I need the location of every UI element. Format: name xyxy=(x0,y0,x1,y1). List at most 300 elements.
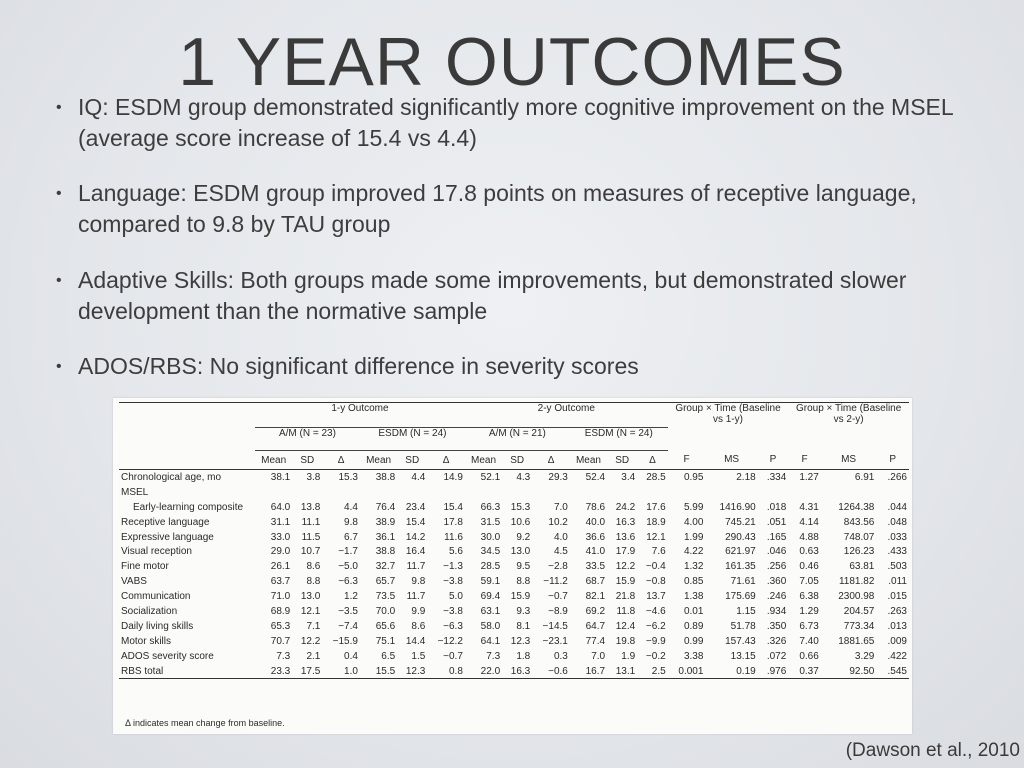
table-cell: 0.4 xyxy=(344,650,358,662)
table-cell: 13.0 xyxy=(300,591,321,603)
table-cell: .934 xyxy=(766,605,787,617)
table-cell: 70.7 xyxy=(270,635,291,647)
table-cell: 52.4 xyxy=(585,471,606,483)
table-cell: .976 xyxy=(758,664,789,679)
table-cell: −23.1 xyxy=(542,635,568,647)
subgroup-header-esdm-2y: ESDM (N = 24) xyxy=(570,428,668,451)
table-cell: 2.18 xyxy=(736,471,756,483)
table-cell: 4.0 xyxy=(553,531,568,543)
column-header: F xyxy=(668,451,706,470)
table-cell: 14.2 xyxy=(405,531,426,543)
table-cell: 15.3 xyxy=(510,501,531,513)
table-cell: −4.6 xyxy=(645,605,666,617)
table-cell: 15.9 xyxy=(510,591,531,603)
table-cell: 15.5 xyxy=(360,664,397,679)
table-cell: 17.5 xyxy=(292,664,322,679)
table-row xyxy=(119,619,909,634)
table-cell: 18.9 xyxy=(646,516,666,528)
row-label: Expressive language xyxy=(121,531,214,543)
table-cell: 65.7 xyxy=(375,576,396,588)
table-cell: 75.1 xyxy=(375,635,396,647)
table-cell xyxy=(705,485,757,500)
table-cell: 2.1 xyxy=(306,650,321,662)
table-cell: .545 xyxy=(876,664,909,679)
table-row xyxy=(119,664,909,679)
table-cell: 28.5 xyxy=(480,561,501,573)
row-label: Socialization xyxy=(121,605,178,617)
table-cell xyxy=(607,485,637,500)
table-cell: 7.05 xyxy=(799,576,819,588)
table-cell: 157.43 xyxy=(725,635,756,647)
table-cell: −2.8 xyxy=(548,561,568,573)
table-cell: 33.5 xyxy=(585,561,606,573)
table-row xyxy=(119,604,909,619)
table-cell: 3.4 xyxy=(621,471,636,483)
table-cell: 21.8 xyxy=(615,591,636,603)
table-cell: 6.91 xyxy=(854,471,875,483)
table-cell: 773.34 xyxy=(843,620,875,632)
table-cell: −3.8 xyxy=(443,576,463,588)
group-header-gxt-1y: Group × Time (Baseline vs 1-y) xyxy=(668,403,789,451)
table-cell: 745.21 xyxy=(725,516,756,528)
table-cell: 1.29 xyxy=(799,605,819,617)
table-row xyxy=(119,649,909,664)
table-cell: 13.1 xyxy=(607,664,637,679)
bullet-adaptive-skills: • Adaptive Skills: Both groups made some improvements, but demonstrated slower development than the normative sample xyxy=(56,265,1006,327)
subgroup-header-am-2y: A/M (N = 21) xyxy=(465,428,570,451)
table-cell: .503 xyxy=(887,561,907,573)
table-cell: −12.2 xyxy=(437,635,463,647)
table-cell: 9.8 xyxy=(344,516,358,528)
subgroup-header-esdm-1y: ESDM (N = 24) xyxy=(360,428,465,451)
table-cell: 0.46 xyxy=(799,561,819,573)
table-cell: −6.2 xyxy=(645,620,666,632)
table-cell: 65.3 xyxy=(270,620,291,632)
table-cell: .266 xyxy=(887,471,907,483)
table-cell: 8.6 xyxy=(306,561,321,573)
table-cell: 38.9 xyxy=(375,516,396,528)
table-cell: 1.15 xyxy=(736,605,756,617)
row-label: ADOS severity score xyxy=(121,650,214,662)
table-cell: 4.88 xyxy=(799,531,819,543)
table-cell: 64.1 xyxy=(480,635,501,647)
column-header: Δ xyxy=(637,451,667,470)
table-cell: −0.2 xyxy=(645,650,666,662)
table-cell: 5.99 xyxy=(683,501,704,513)
column-header: F xyxy=(788,451,821,470)
table-cell: 63.1 xyxy=(480,605,501,617)
table-cell: 11.7 xyxy=(406,561,426,573)
table-cell: 17.6 xyxy=(646,501,666,513)
table-cell: 65.6 xyxy=(375,620,396,632)
table-cell: 69.2 xyxy=(585,605,606,617)
table-cell: −3.5 xyxy=(338,605,358,617)
table-cell: 52.1 xyxy=(480,471,501,483)
table-cell: −8.9 xyxy=(548,605,568,617)
table-cell: 1.32 xyxy=(683,561,704,573)
table-cell: 4.4 xyxy=(411,471,426,483)
column-header: Δ xyxy=(427,451,465,470)
column-header-label xyxy=(119,451,255,470)
table-cell xyxy=(465,485,502,500)
table-cell: 8.6 xyxy=(411,620,426,632)
table-cell: 0.85 xyxy=(683,576,704,588)
table-cell xyxy=(876,485,909,500)
table-cell: −0.7 xyxy=(548,591,568,603)
table-cell: −0.8 xyxy=(645,576,666,588)
table-cell: 32.7 xyxy=(375,561,396,573)
table-cell: 1.0 xyxy=(322,664,360,679)
table-row xyxy=(119,589,909,604)
table-cell: 13.0 xyxy=(510,546,531,558)
group-header-2y: 2-y Outcome xyxy=(465,403,668,428)
table-cell xyxy=(788,485,821,500)
column-header: MS xyxy=(705,451,757,470)
table-cell: 1881.65 xyxy=(838,635,875,647)
table-cell: 0.99 xyxy=(683,635,704,647)
table-cell: 1.2 xyxy=(344,591,358,603)
table-cell: 78.6 xyxy=(585,501,606,513)
table-cell: 12.2 xyxy=(300,635,321,647)
table-cell: 11.7 xyxy=(406,591,426,603)
bullet-ados-rbs: • ADOS/RBS: No significant difference in severity scores xyxy=(56,351,639,382)
table-cell: 64.0 xyxy=(270,501,291,513)
table-row xyxy=(119,634,909,649)
table-footnote: Δ indicates mean change from baseline. xyxy=(125,718,285,728)
table-cell: 7.0 xyxy=(553,501,568,513)
table-cell: 9.8 xyxy=(411,576,426,588)
table-cell: 8.8 xyxy=(306,576,321,588)
column-header: MS xyxy=(821,451,877,470)
table-cell: 9.5 xyxy=(516,561,531,573)
table-cell xyxy=(668,485,706,500)
table-cell: 290.43 xyxy=(725,531,756,543)
table-cell: 0.95 xyxy=(683,471,704,483)
table-cell: 33.0 xyxy=(270,531,291,543)
table-row xyxy=(119,485,909,500)
table-row xyxy=(119,500,909,515)
table-cell: 4.4 xyxy=(344,501,358,513)
table-cell: .013 xyxy=(887,620,907,632)
table-body xyxy=(119,470,909,679)
table-cell: 14.9 xyxy=(443,471,463,483)
table-cell: 16.3 xyxy=(615,516,636,528)
table-cell: −1.7 xyxy=(338,546,358,558)
table-cell: 9.2 xyxy=(516,531,531,543)
table-cell: 12.3 xyxy=(510,635,531,647)
table-cell: .263 xyxy=(887,605,907,617)
table-cell: 63.81 xyxy=(849,561,875,573)
table-cell: 11.5 xyxy=(301,531,321,543)
table-cell: 77.4 xyxy=(585,635,606,647)
table-row xyxy=(119,559,909,574)
table-cell xyxy=(821,485,877,500)
table-cell: .360 xyxy=(766,576,787,588)
table-cell: 13.15 xyxy=(730,650,756,662)
table-cell: −6.3 xyxy=(443,620,463,632)
table-cell xyxy=(397,485,427,500)
table-cell: 126.23 xyxy=(843,546,875,558)
table-cell: 13.6 xyxy=(615,531,636,543)
table-cell: −0.4 xyxy=(645,561,666,573)
table-cell: 59.1 xyxy=(480,576,501,588)
table-cell: 92.50 xyxy=(821,664,877,679)
row-label: Motor skills xyxy=(121,635,172,647)
table-cell xyxy=(637,485,667,500)
table-cell: 0.001 xyxy=(668,664,706,679)
table-cell: 15.9 xyxy=(615,576,636,588)
table-cell: −11.2 xyxy=(543,576,568,588)
table-cell: 1264.38 xyxy=(838,501,875,513)
table-cell: 161.35 xyxy=(725,561,756,573)
table-cell: 1.8 xyxy=(516,650,531,662)
table-cell: 12.1 xyxy=(300,605,321,617)
table-cell: 28.5 xyxy=(646,471,666,483)
table-cell: −3.8 xyxy=(443,605,463,617)
table-cell: 9.3 xyxy=(516,605,531,617)
table-cell: 16.7 xyxy=(570,664,607,679)
table-corner xyxy=(119,403,255,428)
table-cell: 71.61 xyxy=(730,576,756,588)
row-label: Receptive language xyxy=(121,516,210,528)
table-cell: .433 xyxy=(887,546,907,558)
table-cell: 10.6 xyxy=(510,516,531,528)
table-cell: 22.0 xyxy=(465,664,502,679)
table-cell: 7.3 xyxy=(486,650,501,662)
column-header: SD xyxy=(607,451,637,470)
column-header: Mean xyxy=(255,451,292,470)
table-cell: 7.6 xyxy=(651,546,666,558)
table-row xyxy=(119,530,909,545)
table-cell: 38.8 xyxy=(375,471,396,483)
table-cell: 3.29 xyxy=(854,650,875,662)
table-cell: 29.0 xyxy=(270,546,291,558)
outcomes-table-image xyxy=(113,398,912,734)
table-cell: .350 xyxy=(766,620,787,632)
table-cell: .165 xyxy=(766,531,787,543)
table-cell: 58.0 xyxy=(480,620,501,632)
table-cell: −5.0 xyxy=(338,561,358,573)
table-cell: 12.3 xyxy=(397,664,427,679)
table-cell: 23.3 xyxy=(255,664,292,679)
table-cell: 14.4 xyxy=(405,635,426,647)
table-cell: 0.89 xyxy=(683,620,704,632)
table-cell: 40.0 xyxy=(585,516,606,528)
row-label: Communication xyxy=(121,591,191,603)
citation: (Dawson et al., 2010 xyxy=(845,740,1020,761)
table-cell: 36.6 xyxy=(585,531,606,543)
bullet-iq: • IQ: ESDM group demonstrated significantly more cognitive improvement on the MSEL (average score increase of 15.4 vs 4.4) xyxy=(56,92,1006,154)
table-cell: 36.1 xyxy=(375,531,396,543)
table-cell: 4.22 xyxy=(683,546,704,558)
table-cell: 2300.98 xyxy=(838,591,875,603)
row-label: Early-learning composite xyxy=(133,501,244,513)
table-cell: 9.9 xyxy=(411,605,426,617)
table-cell: 82.1 xyxy=(585,591,606,603)
column-header: Mean xyxy=(570,451,607,470)
table-cell xyxy=(360,485,397,500)
column-header: P xyxy=(876,451,909,470)
table-cell: 4.31 xyxy=(799,501,819,513)
table-cell: 69.4 xyxy=(480,591,501,603)
table-cell: 11.1 xyxy=(301,516,321,528)
row-label: Fine motor xyxy=(121,561,169,573)
table-cell: −1.3 xyxy=(443,561,463,573)
table-cell: 31.5 xyxy=(480,516,501,528)
table-cell: 19.8 xyxy=(615,635,636,647)
bullet-language: • Language: ESDM group improved 17.8 points on measures of receptive language, compared to 9.8 by TAU group xyxy=(56,178,1006,240)
subgroup-header-am-1y: A/M (N = 23) xyxy=(255,428,360,451)
table-cell: 73.5 xyxy=(375,591,396,603)
table-cell: −0.7 xyxy=(443,650,463,662)
table-cell: 12.4 xyxy=(615,620,636,632)
table-cell: 24.2 xyxy=(615,501,636,513)
table-cell: 8.1 xyxy=(516,620,531,632)
table-cell: .051 xyxy=(766,516,787,528)
table-cell xyxy=(758,485,789,500)
table-cell: 6.7 xyxy=(344,531,358,543)
column-header: SD xyxy=(292,451,322,470)
table-cell: 621.97 xyxy=(725,546,756,558)
table-cell: 4.00 xyxy=(683,516,704,528)
table-cell: 6.5 xyxy=(381,650,396,662)
table-cell xyxy=(322,485,360,500)
table-cell: 10.2 xyxy=(548,516,568,528)
table-cell xyxy=(532,485,570,500)
table-cell: .015 xyxy=(887,591,907,603)
table-cell: .044 xyxy=(887,501,907,513)
table-cell: 3.8 xyxy=(306,471,321,483)
table-cell: 0.01 xyxy=(683,605,704,617)
table-cell: −9.9 xyxy=(645,635,666,647)
table-cell: −6.3 xyxy=(338,576,358,588)
table-cell: 17.8 xyxy=(443,516,463,528)
table-cell: .256 xyxy=(766,561,787,573)
table-cell: 11.8 xyxy=(616,605,636,617)
row-label: Daily living skills xyxy=(121,620,194,632)
group-header-gxt-2y: Group × Time (Baseline vs 2-y) xyxy=(788,403,909,451)
table-cell: 1.9 xyxy=(621,650,636,662)
table-cell xyxy=(502,485,532,500)
table-cell: 41.0 xyxy=(585,546,606,558)
table-cell: 6.73 xyxy=(799,620,819,632)
row-label: VABS xyxy=(121,576,147,588)
column-header: SD xyxy=(502,451,532,470)
table-cell: 13.7 xyxy=(646,591,666,603)
table-cell: 64.7 xyxy=(585,620,606,632)
row-label: Chronological age, mo xyxy=(121,471,222,483)
table-row xyxy=(119,470,909,485)
table-cell: 0.63 xyxy=(799,546,819,558)
table-cell: 0.3 xyxy=(553,650,568,662)
table-cell: 17.9 xyxy=(615,546,636,558)
table-cell: 15.4 xyxy=(405,516,426,528)
table-cell: 16.3 xyxy=(502,664,532,679)
table-cell: 7.3 xyxy=(276,650,291,662)
table-cell: 11.6 xyxy=(444,531,463,543)
table-cell: 4.14 xyxy=(799,516,819,528)
table-cell: 0.8 xyxy=(427,664,465,679)
table-cell: −7.4 xyxy=(338,620,358,632)
table-cell: 7.40 xyxy=(799,635,819,647)
row-label: Visual reception xyxy=(121,546,192,558)
column-header: Mean xyxy=(465,451,502,470)
table-cell: 1.27 xyxy=(799,471,819,483)
table-row xyxy=(119,515,909,530)
table-cell: 4.3 xyxy=(516,471,531,483)
row-label: RBS total xyxy=(119,664,255,679)
table-cell: 34.5 xyxy=(480,546,501,558)
table-cell: 38.8 xyxy=(375,546,396,558)
outcomes-table xyxy=(119,402,909,679)
table-cell: 7.1 xyxy=(306,620,321,632)
table-cell: 204.57 xyxy=(843,605,875,617)
row-label: MSEL xyxy=(121,486,149,498)
table-cell: 23.4 xyxy=(405,501,426,513)
table-cell: .011 xyxy=(888,576,907,588)
table-cell: 2.5 xyxy=(637,664,667,679)
table-cell: 0.66 xyxy=(799,650,819,662)
table-cell: 0.19 xyxy=(705,664,757,679)
table-cell xyxy=(570,485,607,500)
table-cell: 843.56 xyxy=(843,516,875,528)
table-cell: 6.38 xyxy=(799,591,819,603)
table-cell: .334 xyxy=(766,471,787,483)
table-corner-2 xyxy=(119,428,255,451)
table-cell: 4.5 xyxy=(553,546,568,558)
table-cell: 31.1 xyxy=(270,516,291,528)
table-cell: .048 xyxy=(887,516,907,528)
table-cell xyxy=(255,485,292,500)
table-cell: 1.5 xyxy=(411,650,426,662)
table-cell: 1416.90 xyxy=(719,501,756,513)
table-cell: 8.8 xyxy=(516,576,531,588)
table-cell: .326 xyxy=(766,635,787,647)
table-cell: −15.9 xyxy=(332,635,358,647)
table-cell: −14.5 xyxy=(542,620,568,632)
column-header: Δ xyxy=(322,451,360,470)
table-cell: 7.0 xyxy=(591,650,606,662)
table-cell: .072 xyxy=(766,650,787,662)
table-cell: 5.6 xyxy=(449,546,463,558)
table-cell: 748.07 xyxy=(843,531,875,543)
group-header-1y: 1-y Outcome xyxy=(255,403,465,428)
table-cell: 15.4 xyxy=(443,501,463,513)
table-row xyxy=(119,544,909,559)
table-cell: 71.0 xyxy=(270,591,291,603)
table-cell: .033 xyxy=(887,531,907,543)
table-cell: 38.1 xyxy=(270,471,291,483)
table-cell: 70.0 xyxy=(375,605,396,617)
table-cell: .046 xyxy=(766,546,787,558)
table-cell: 29.3 xyxy=(548,471,568,483)
table-cell: 66.3 xyxy=(480,501,501,513)
table-cell: 13.8 xyxy=(300,501,321,513)
table-cell: .009 xyxy=(887,635,907,647)
table-cell: 51.78 xyxy=(730,620,756,632)
column-header: P xyxy=(758,451,789,470)
table-cell: 175.69 xyxy=(725,591,756,603)
table-cell: .246 xyxy=(766,591,787,603)
table-cell: 0.37 xyxy=(788,664,821,679)
table-cell: 15.3 xyxy=(338,471,358,483)
page-title: 1 YEAR OUTCOMES xyxy=(178,24,846,100)
table-cell: 12.1 xyxy=(646,531,666,543)
table-row xyxy=(119,574,909,589)
table-cell: 12.2 xyxy=(615,561,636,573)
table-cell xyxy=(427,485,465,500)
table-cell: 5.0 xyxy=(449,591,463,603)
